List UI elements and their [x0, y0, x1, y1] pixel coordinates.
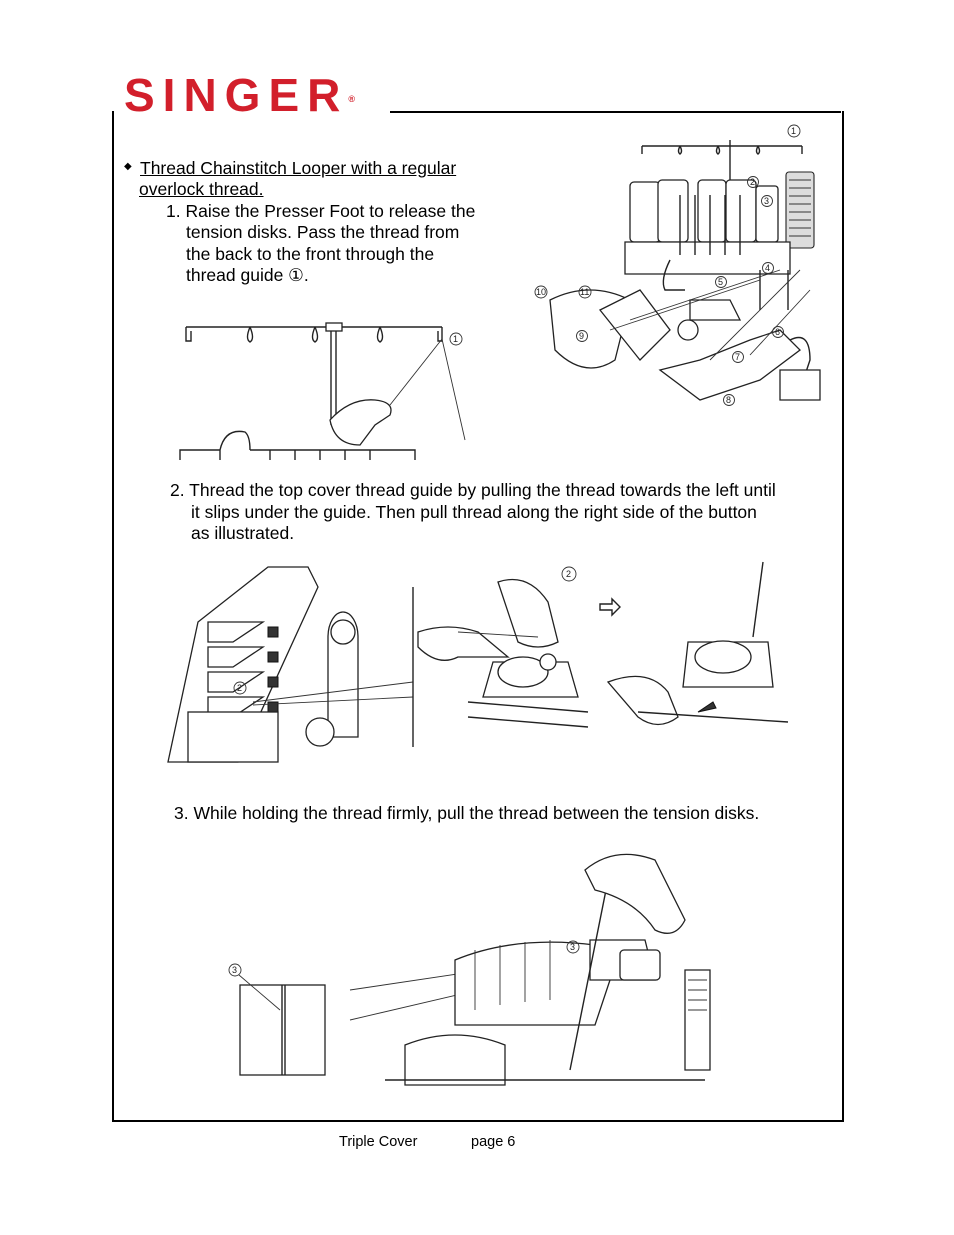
callout-1: 1 — [791, 126, 797, 136]
top-cover-guide-illustration — [168, 562, 788, 767]
callout-6: 6 — [775, 327, 781, 337]
step-3-line-1: 3. While holding the thread firmly, pull the thread between the tension disks. — [174, 803, 760, 823]
step-1-line-2: tension disks. Pass the thread from — [186, 222, 460, 242]
bullet-icon: ◆ — [124, 161, 132, 172]
callout-1-stand: 1 — [453, 334, 459, 344]
callout-2-panel: 2 — [566, 569, 572, 579]
callout-2: 2 — [750, 177, 756, 187]
threading-overview-illustration — [530, 120, 830, 415]
section-title-line-1: Thread Chainstitch Looper with a regular — [140, 158, 457, 178]
step-2-line-2: it slips under the guide. Then pull thread along the right side of the button — [191, 502, 757, 522]
footer-page-number: page 6 — [471, 1134, 516, 1150]
step-1-line-1: 1. Raise the Presser Foot to release the — [166, 201, 476, 221]
callout-8: 8 — [726, 395, 732, 405]
callout-11: 11 — [580, 287, 590, 297]
step-1-line-4: thread guide ①. — [186, 265, 309, 285]
callout-3: 3 — [764, 196, 770, 206]
callout-7: 7 — [735, 352, 741, 362]
registered-mark: ® — [348, 94, 356, 104]
logo-text: SINGER — [124, 69, 349, 121]
callout-9: 9 — [579, 331, 585, 341]
section-title-line-2: overlock thread. — [139, 179, 264, 199]
step-2-line-1: 2. Thread the top cover thread guide by pulling the thread towards the left until — [170, 480, 776, 500]
callout-3-detail: 3 — [232, 965, 238, 975]
step-1-line-3: the back to the front through the — [186, 244, 435, 264]
callout-10: 10 — [536, 287, 547, 297]
callout-2-machine: 2 — [237, 683, 243, 693]
footer-doc-title: Triple Cover — [339, 1134, 418, 1150]
step-2-line-3: as illustrated. — [191, 523, 295, 543]
callout-4: 4 — [765, 263, 771, 273]
callout-3-machine: 3 — [570, 942, 576, 952]
thread-guide-illustration — [180, 315, 470, 460]
callout-5: 5 — [718, 277, 724, 287]
tension-disks-illustration — [225, 840, 715, 1085]
